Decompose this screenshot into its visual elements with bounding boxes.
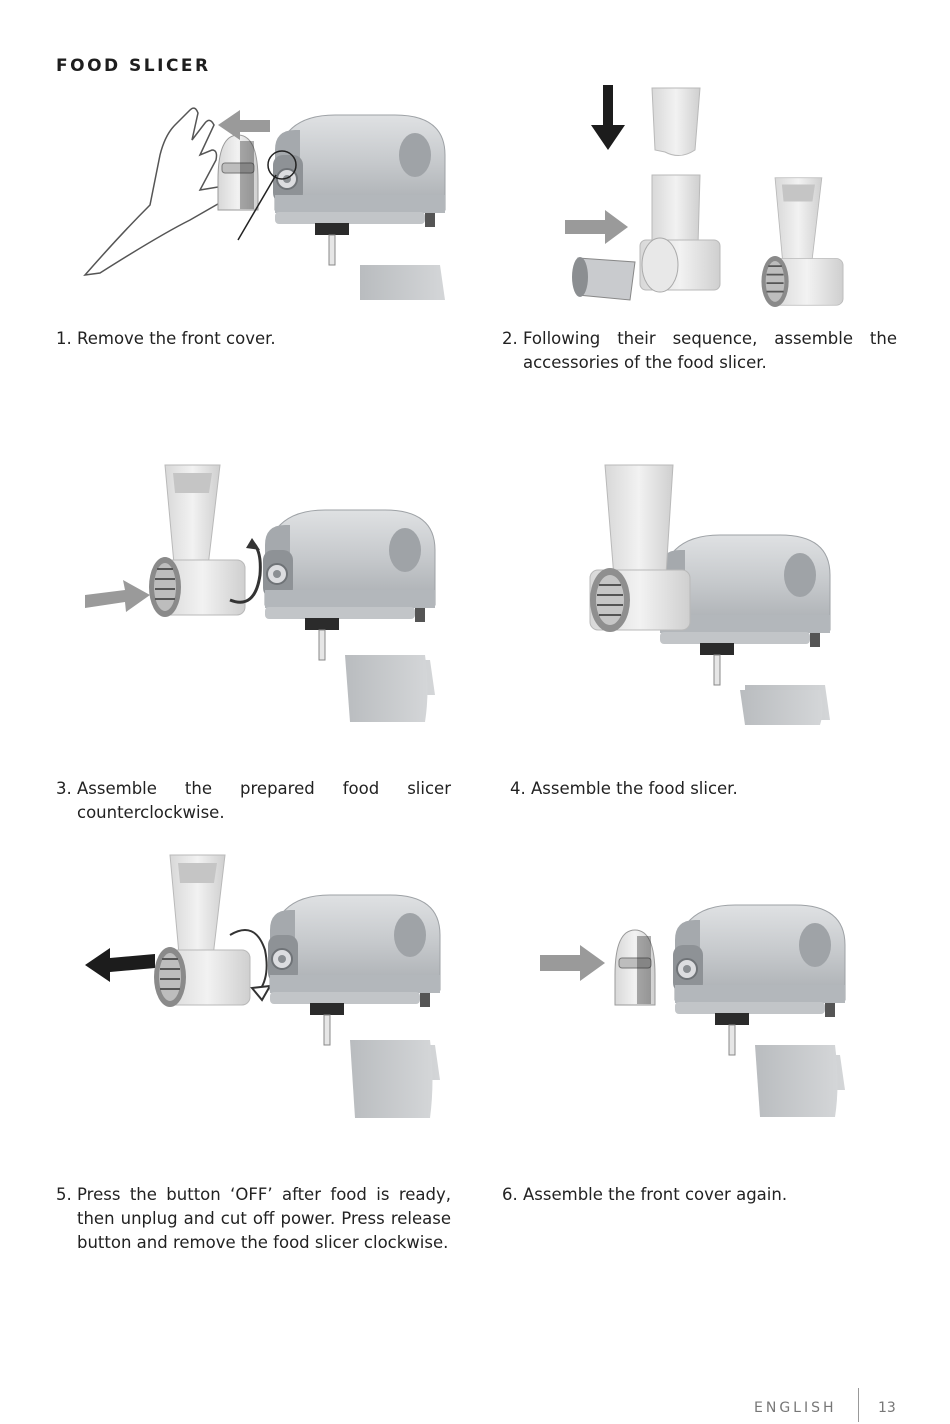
figure-attach-slicer [80, 460, 450, 730]
page-number: 13 [878, 1400, 896, 1416]
step-4: 4. Assemble the food slicer. [510, 779, 738, 798]
arrow-right-icon [565, 210, 628, 244]
figure-attach-cover [535, 895, 855, 1125]
arrow-left-icon [218, 110, 270, 140]
hand-illustration [85, 108, 235, 275]
arrow-right-icon [85, 580, 150, 612]
figure-remove-slicer [80, 850, 450, 1125]
step-5: 5. Press the button ‘OFF’ after food is ready, then unplug and cut off power. Press release button and remove the food slicer clockwise. [56, 1185, 451, 1252]
step-2: 2. Following their sequence, assemble the accessories of the food slicer. [502, 329, 897, 372]
arrow-left-icon [85, 948, 155, 982]
step-3: 3. Assemble the prepared food slicer counterclockwise. [56, 779, 451, 822]
footer-divider [858, 1388, 859, 1422]
step-6: 6. Assemble the front cover again. [502, 1185, 788, 1204]
figure-remove-cover [80, 95, 450, 300]
footer-language: ENGLISH [754, 1400, 837, 1416]
figure-assembled [585, 460, 855, 730]
figure-accessories [560, 80, 850, 310]
section-title: FOOD SLICER [56, 56, 211, 76]
arrow-right-icon [540, 945, 605, 981]
step-1: 1. Remove the front cover. [56, 329, 276, 348]
arrow-down-icon [591, 85, 625, 150]
